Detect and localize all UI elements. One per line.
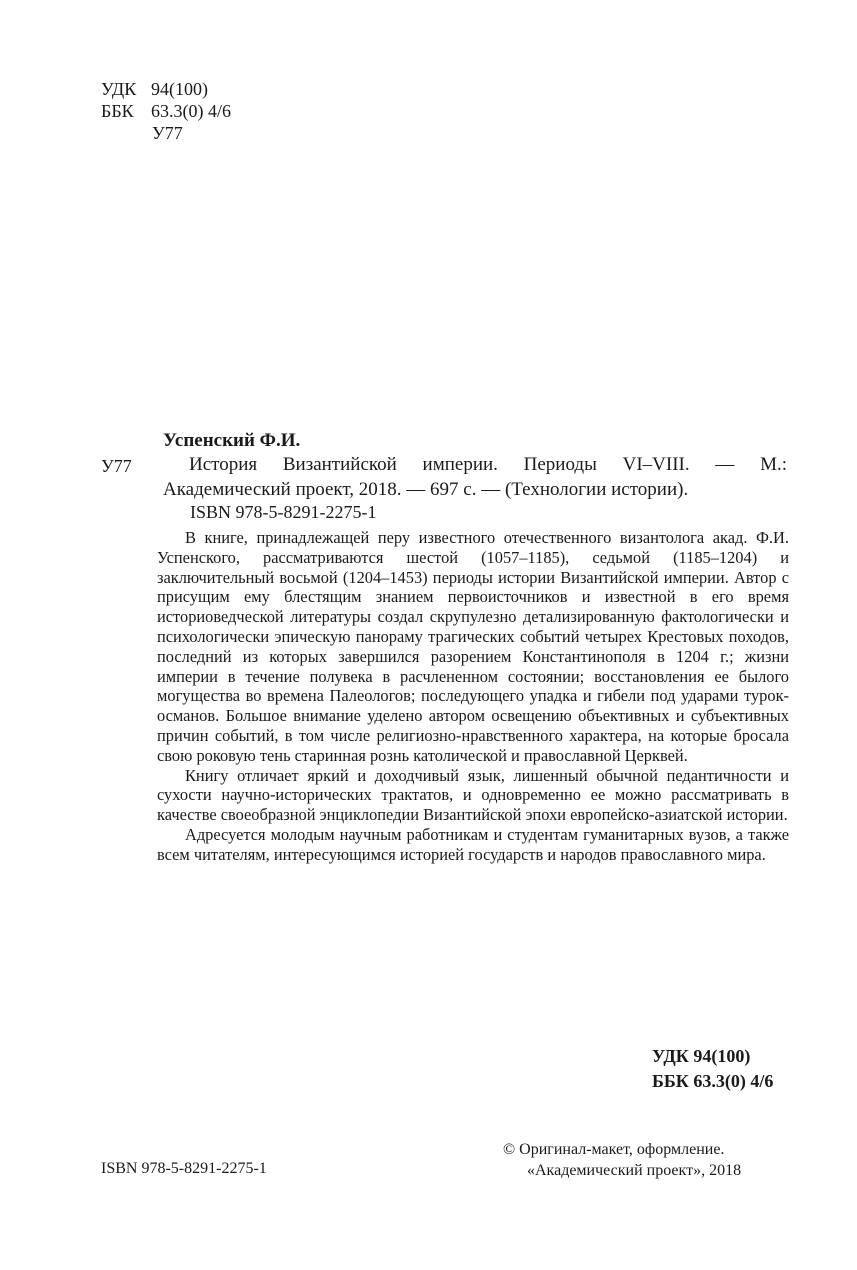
author-name: Успенский Ф.И.: [163, 430, 301, 451]
copyright-line: © Оригинал-макет, оформление.: [503, 1141, 725, 1158]
author-mark: У77: [101, 456, 132, 476]
bbk-label: ББК: [101, 101, 134, 121]
bbk-value: 63.3(0) 4/6: [151, 101, 231, 121]
bibliographic-description: История Византийской империи. Периоды VI–VIII. — М.: Академический проект, 2018. — 697 с. — (Технологии истории).: [163, 454, 787, 500]
abstract-paragraph: Адресуется молодым научным работникам и студентам гуманитарных вузов, а также всем читателям, интересующимся историей государств и народов православного мира.: [157, 824, 789, 864]
isbn-entry: ISBN 978-5-8291-2275-1: [190, 502, 377, 522]
bbk-code-bottom: ББК 63.3(0) 4/6: [652, 1071, 774, 1091]
udk-value: 94(100): [151, 79, 208, 99]
udk-label: УДК: [101, 79, 137, 99]
udk-code-bottom: УДК 94(100): [652, 1046, 751, 1066]
copyright-holder: «Академический проект», 2018: [527, 1162, 742, 1179]
abstract: [157, 528, 789, 865]
bbk-code-top: [101, 100, 231, 122]
isbn-footer: ISBN 978-5-8291-2275-1: [101, 1160, 267, 1177]
author-mark-top: У77: [152, 123, 183, 143]
udk-code-top: [101, 78, 208, 100]
abstract-paragraph: Книгу отличает яркий и доходчивый язык, лишенный обычной педантичности и сухости научно-исторических трактатов, и одновременно ее можно рассматривать в качестве своеобразной энциклопедии Византийской эпохи европейско-азиатской истории.: [157, 765, 789, 825]
abstract-paragraph: В книге, принадлежащей перу известного отечественного византолога акад. Ф.И. Успенского, рассматриваются шестой (1057–1185), седьмой (1185–1204) и заключительный восьмой (1204–1453) периоды истории Византийской империи. Автор с присущим ему блестящим знанием первоисточников и известной в его время историоведческой литературы создал скрупулезно детализированную фактологически и психологически эпическую панораму трагических событий четырех Крестовых походов, последний из которых завершился разорением Константинополя в 1204 г.; жизни империи в течение полувека в расчлененном состоянии; восстановления ее былого могущества во времена Палеологов; последующего упадка и гибели под ударами турок-османов. Большое внимание уделено автором освещению объективных и субъективных причин событий, в том числе религиозно-нравственного характера, на которые бросала свою роковую тень старинная рознь католической и православной Церквей.: [157, 528, 789, 765]
